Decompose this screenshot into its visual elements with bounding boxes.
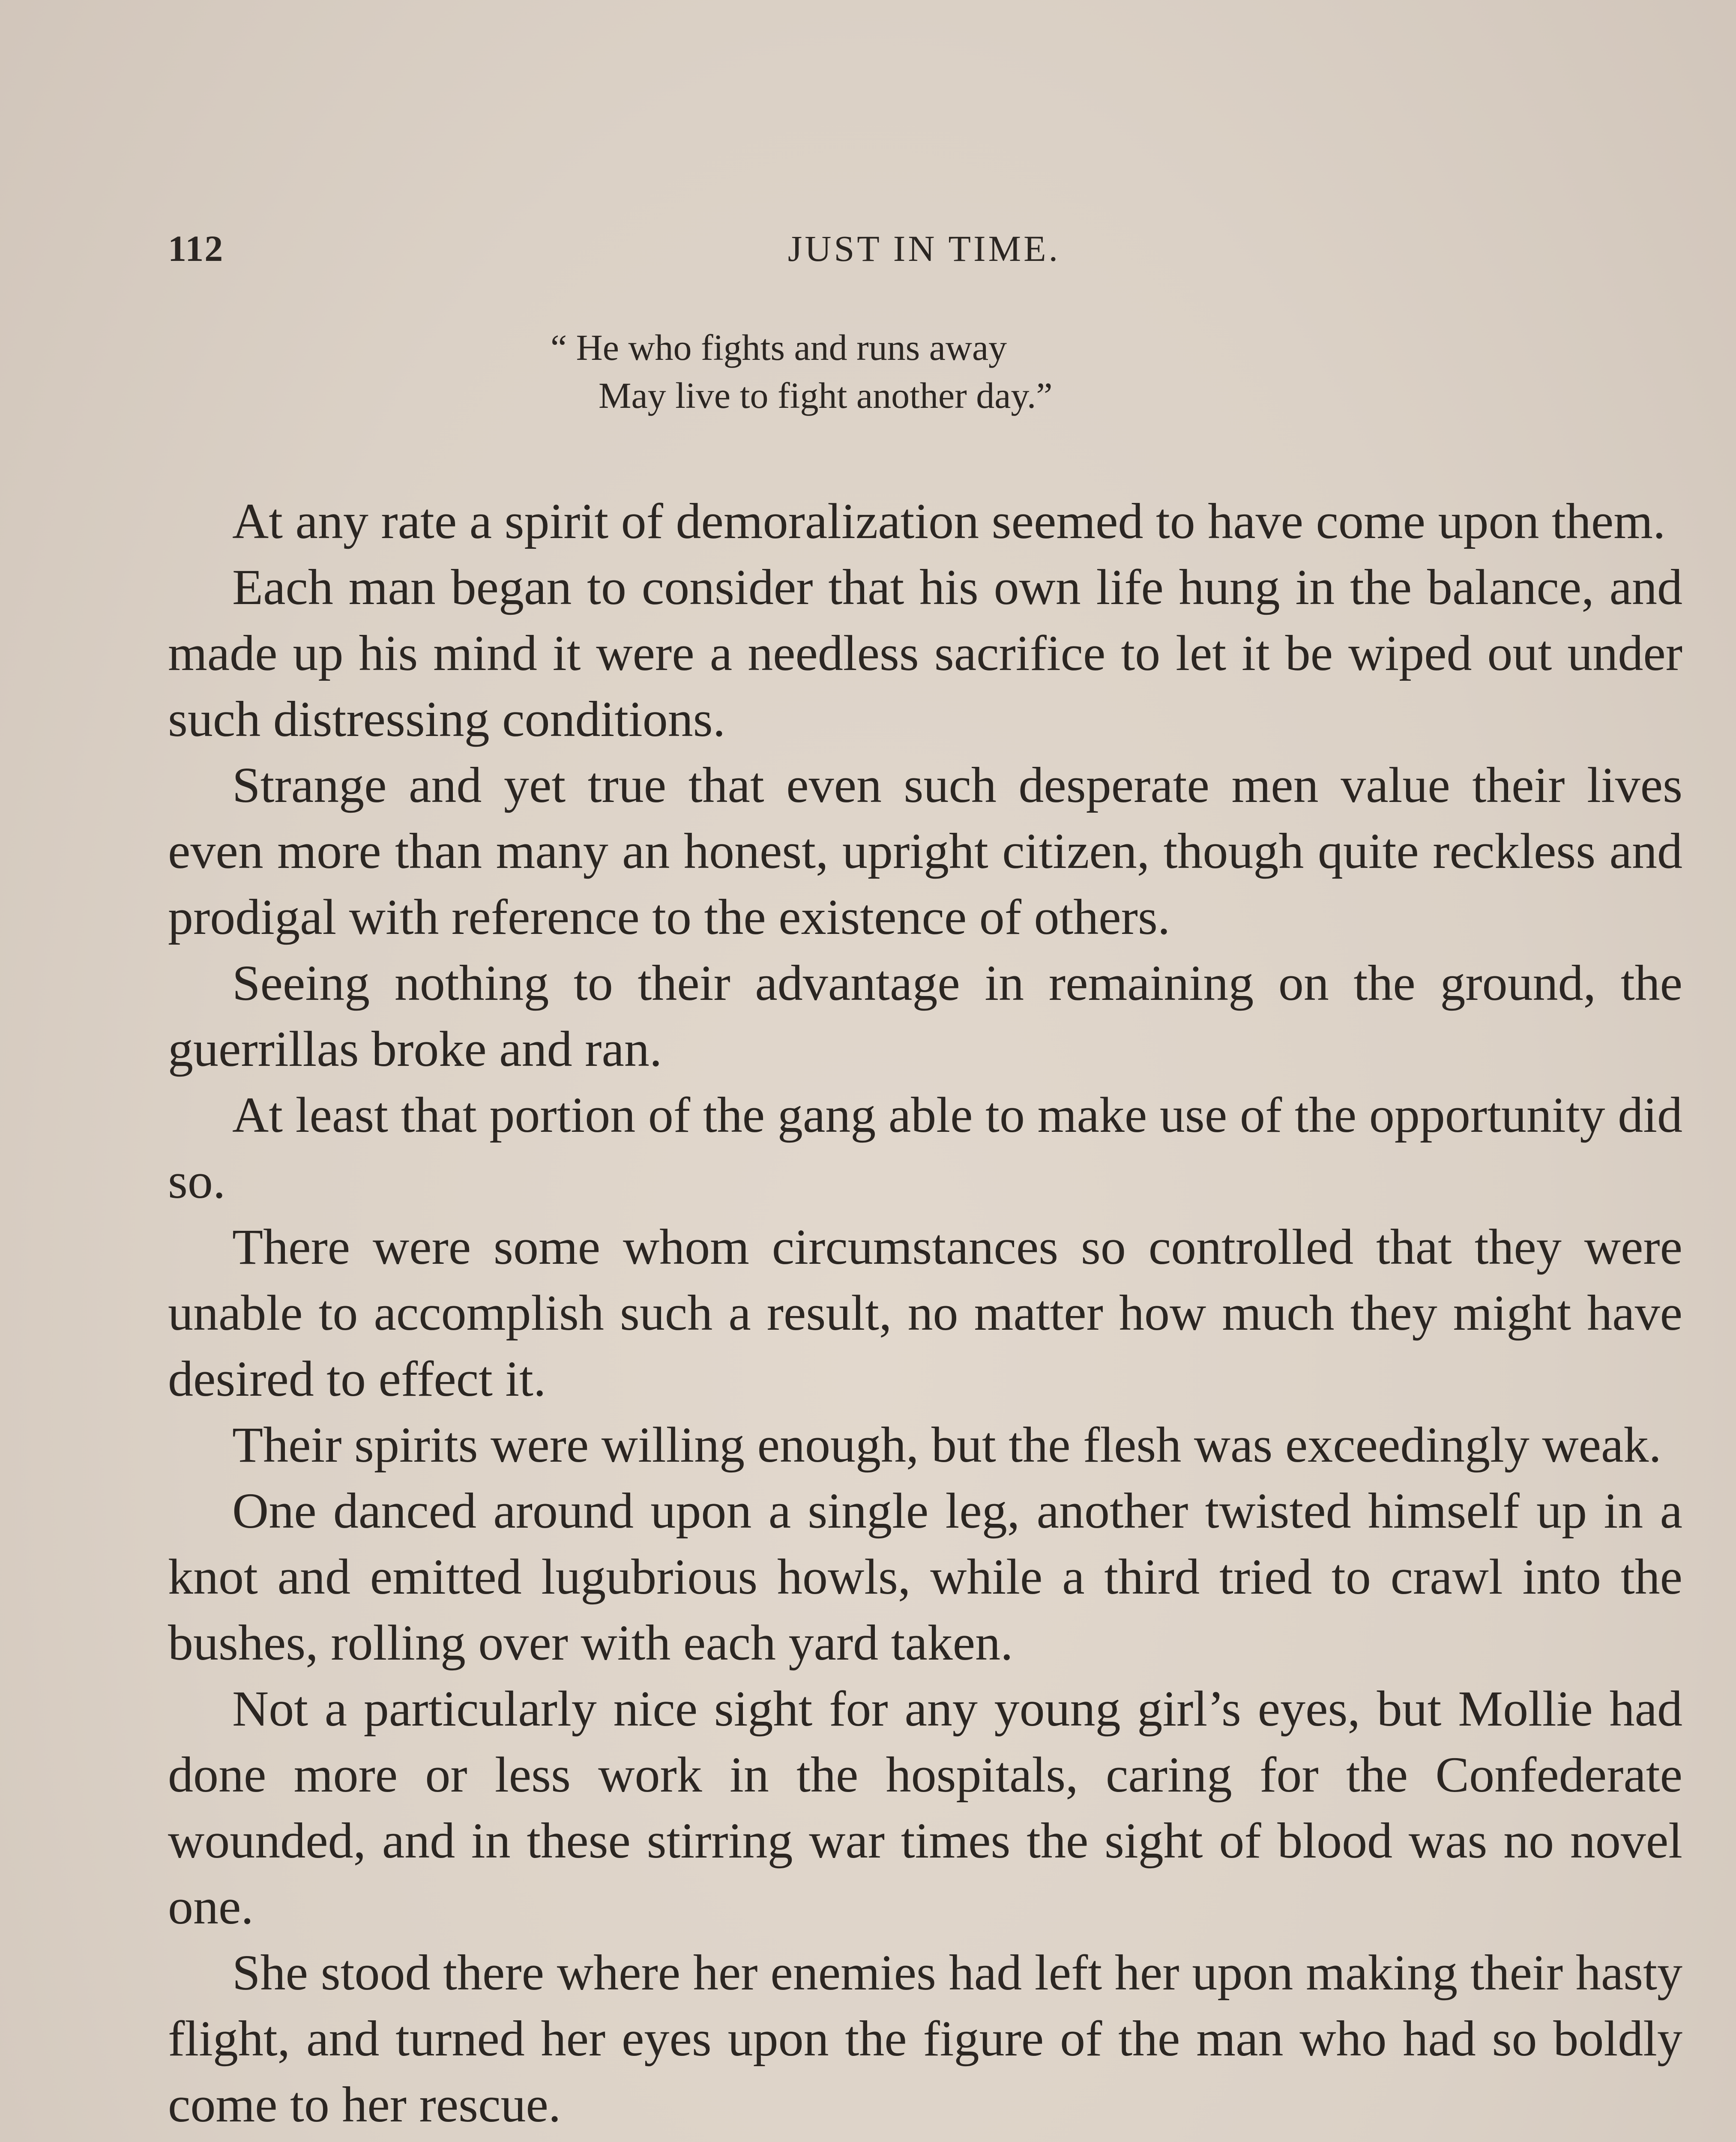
paragraph: She stood there where her enemies had left her upon making their hasty flight, and turned her eyes upon the figure of the man who had so boldly come to her rescue.: [168, 1945, 1682, 2133]
paragraph: Each man began to consider that his own life hung in the balance, and made up his mind it were a needless sacrifice to let it be wiped out under such distressing conditions.: [168, 559, 1682, 747]
running-head: [168, 223, 1680, 274]
paragraph: At least that portion of the gang able to make use of the opportunity did so.: [168, 1087, 1682, 1209]
paragraph: Their spirits were willing enough, but the flesh was exceedingly weak.: [232, 1417, 1661, 1473]
paragraph: There were some whom circumstances so controlled that they were unable to accomplish such a result, no matter how much they might have desired to effect it.: [168, 1219, 1682, 1407]
epigraph-line: “ He who fights and runs away: [551, 327, 1007, 368]
paragraph: At any rate a spirit of demoralization seemed to have come upon them.: [232, 493, 1666, 549]
epigraph: [551, 323, 1322, 419]
page-number: 112: [168, 228, 224, 269]
paragraph: One danced around upon a single leg, another twisted himself up in a knot and emitted lugubrious howls, while a third tried to crawl into the bushes, rolling over with each yard taken.: [168, 1483, 1682, 1671]
paragraph: Strange and yet true that even such desperate men value their lives even more than many an honest, upright citizen, though quite reckless and prodigal with reference to the existence of others.: [168, 757, 1682, 945]
running-title: JUST IN TIME.: [787, 228, 1061, 269]
body-text: [168, 488, 1682, 2142]
paragraph: [168, 2138, 1682, 2142]
paragraph: Seeing nothing to their advantage in remaining on the ground, the guerrillas broke and ran.: [168, 955, 1682, 1077]
paragraph: Not a particularly nice sight for any young girl’s eyes, but Mollie had done more or less work in the hospitals, caring for the Confederate wounded, and in these stirring war times the sight of blood was no novel one.: [168, 1681, 1682, 1935]
epigraph-line: May live to fight another day.”: [599, 375, 1053, 416]
